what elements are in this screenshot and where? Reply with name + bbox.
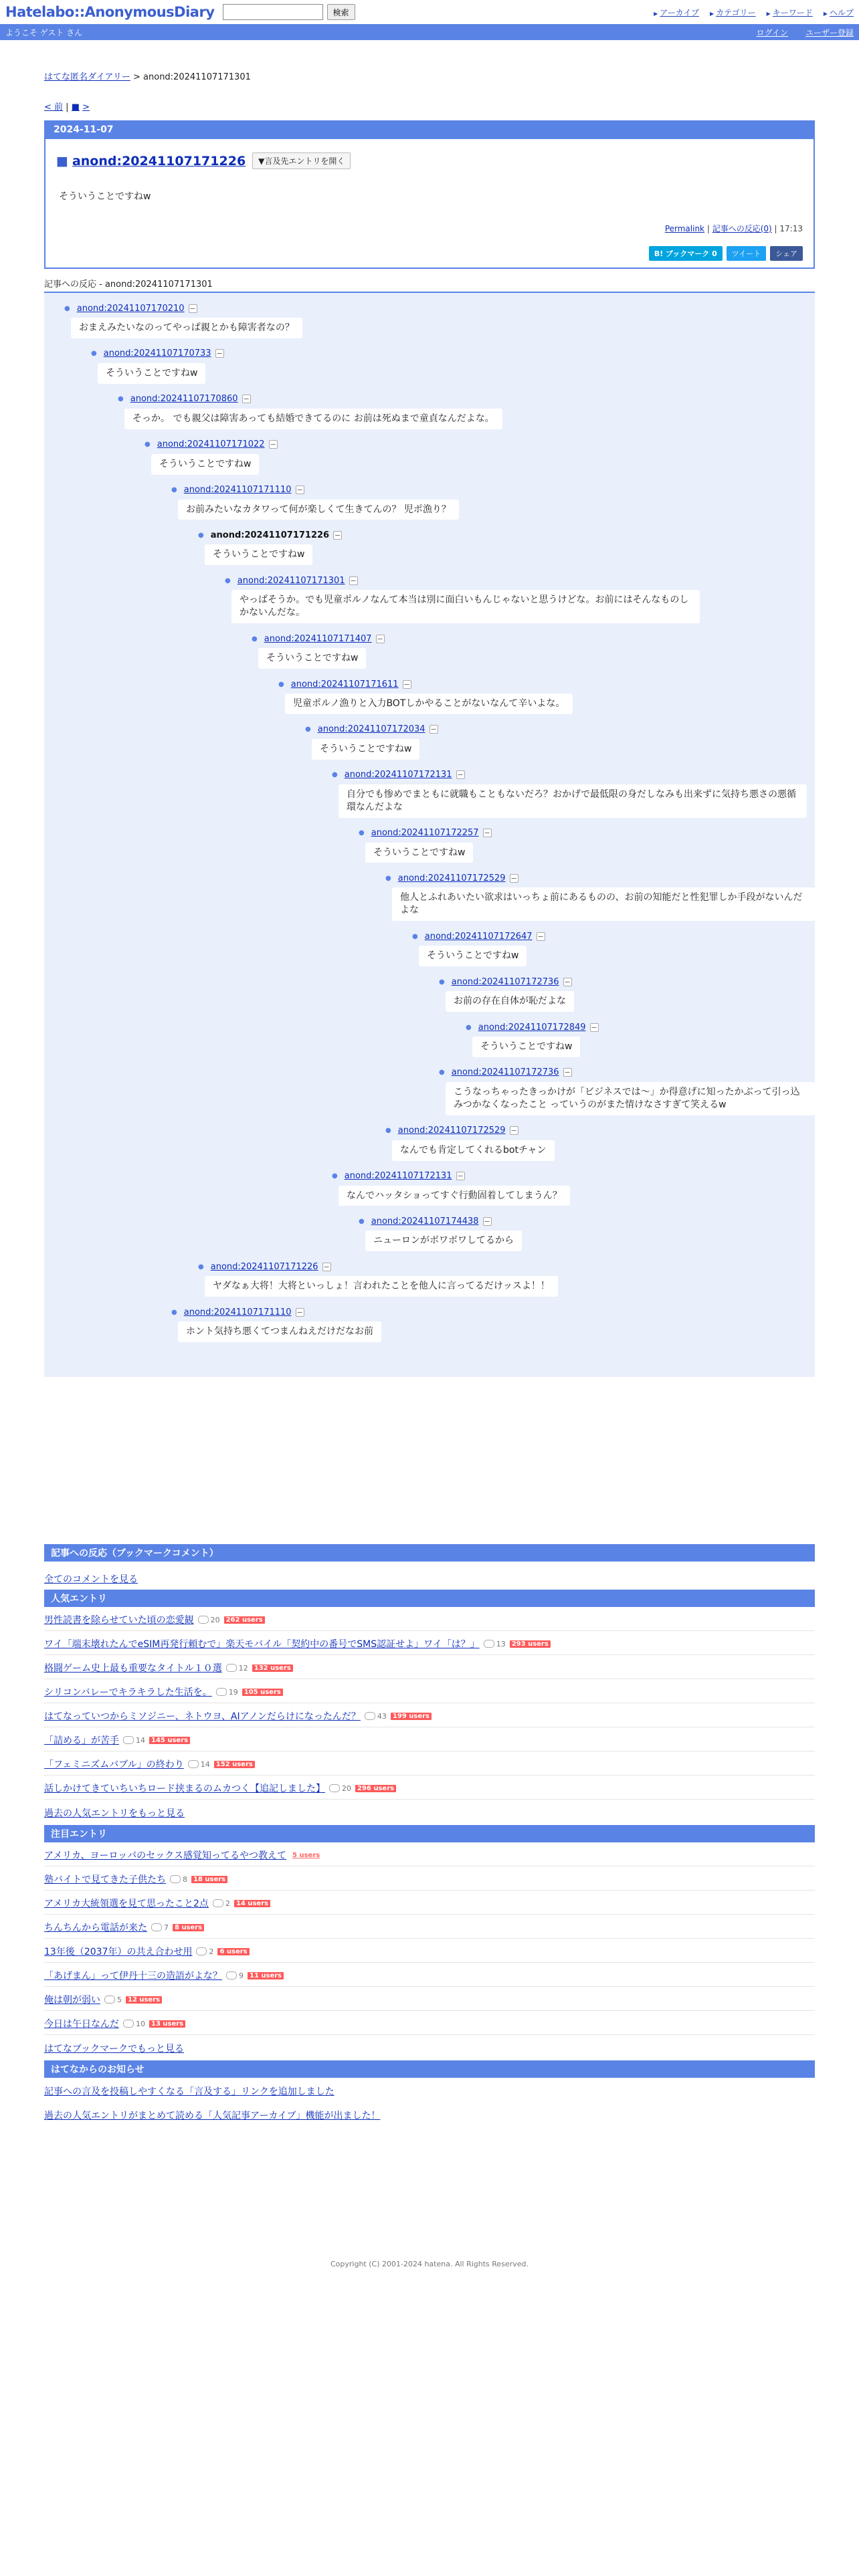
collapse-icon[interactable]: −: [564, 977, 571, 986]
comment-count: 8: [170, 1875, 187, 1884]
notable-more-link[interactable]: はてなブックマークでもっと見る: [44, 2044, 185, 2055]
ranking-item: [44, 1751, 815, 1776]
thread-node: [439, 1065, 815, 1123]
collapse-icon[interactable]: −: [334, 530, 341, 540]
entry-pager: [44, 100, 815, 112]
collapse-icon[interactable]: −: [270, 440, 276, 449]
notice-section-title: はてなからのお知らせ: [44, 2060, 815, 2078]
notable-list: [44, 1842, 815, 2035]
thread-entry-link[interactable]: anond:20241107172647: [424, 931, 533, 942]
entry-box: [44, 120, 815, 269]
site-logo[interactable]: Hatelabo::AnonymousDiary: [5, 4, 215, 20]
users-badge[interactable]: 6 users: [217, 1948, 249, 1955]
share-buttons: [56, 246, 803, 261]
search-input[interactable]: [223, 4, 323, 20]
thread-entry-link[interactable]: anond:20241107171407: [264, 633, 372, 644]
thread-node: [359, 826, 815, 871]
thread-entry-link[interactable]: anond:20241107172034: [317, 724, 425, 735]
collapse-icon[interactable]: −: [296, 1307, 303, 1317]
bullet-icon: ●: [145, 441, 151, 449]
reactions-link[interactable]: 記事への反応(0): [712, 224, 772, 233]
reaction-thread: [44, 293, 815, 1377]
thread-node: [385, 871, 815, 929]
welcome-text: ようこそ ゲスト さん: [5, 27, 83, 37]
thread-node: [118, 392, 815, 437]
users-badge[interactable]: 11 users: [248, 1972, 284, 1979]
collapse-icon[interactable]: −: [564, 1068, 571, 1077]
thread-comment: なんでハッタショってすぐ行動固着してしまうん？: [339, 1186, 570, 1206]
thread-node: [412, 929, 815, 974]
ranking-item: [44, 1631, 815, 1655]
ranking-item-link[interactable]: 「詰める」が苦手: [44, 1735, 119, 1747]
bullet-icon: ●: [439, 1069, 445, 1077]
bullet-icon: ●: [198, 1263, 204, 1271]
collapse-icon[interactable]: −: [377, 634, 383, 643]
users-badge[interactable]: 13 users: [149, 2020, 185, 2028]
notice-link[interactable]: 過去の人気エントリがまとめて読める「人気記事アーカイブ」機能が出ました！: [44, 2111, 381, 2122]
thread-entry-link: anond:20241107171226: [210, 530, 330, 540]
collapse-icon[interactable]: −: [537, 932, 544, 941]
entry-time: 17:13: [779, 224, 803, 233]
thread-comment: ニューロンがボワボワしてるから: [365, 1230, 522, 1251]
users-badge[interactable]: 152 users: [214, 1761, 255, 1768]
collapse-icon[interactable]: −: [350, 576, 357, 585]
bullet-icon: ●: [412, 932, 418, 940]
hatena-bookmark-button[interactable]: B! ブックマーク 0: [649, 246, 723, 261]
thread-comment: そういうことですねw: [419, 946, 527, 966]
popular-more-link[interactable]: 過去の人気エントリをもっと見る: [44, 1808, 185, 1820]
ranking-item-link[interactable]: 話しかけてきていちいちロード挟まるのムカつく【追記しました】: [44, 1784, 325, 1795]
ranking-item: [44, 1607, 815, 1631]
thread-comment: そういうことですねw: [365, 843, 473, 863]
users-badge[interactable]: 296 users: [355, 1785, 396, 1792]
collapse-icon[interactable]: −: [484, 829, 490, 838]
breadcrumb-current: anond:20241107171301: [143, 72, 251, 82]
thread-entry-link[interactable]: anond:20241107172849: [478, 1022, 586, 1033]
notable-section-title: 注目エントリ: [44, 1825, 815, 1842]
ranking-item: [44, 1842, 815, 1866]
collapse-icon[interactable]: −: [484, 1216, 490, 1226]
thread-node: [198, 528, 815, 573]
thread-entry-link[interactable]: anond:20241107171110: [183, 1307, 292, 1317]
thread-entry-link[interactable]: anond:20241107171022: [157, 439, 265, 450]
users-badge[interactable]: 145 users: [149, 1737, 190, 1744]
bullet-icon: ●: [385, 1127, 391, 1135]
comment-count: 20: [329, 1784, 351, 1793]
thread-comment: やっぱそうか。でも児童ポルノなんて本当は別に面白いもんじゃないと思うけどな。お前にはそんなものしかないんだな。: [231, 590, 700, 623]
nav-help[interactable]: ▶ ヘルプ: [824, 7, 854, 18]
all-comments-link[interactable]: 全てのコメントを見る: [44, 1574, 138, 1586]
comment-count: 20: [198, 1616, 220, 1624]
footer-separator-2: |: [774, 224, 777, 233]
collapse-icon[interactable]: −: [510, 1126, 517, 1136]
comment-count: 2: [196, 1947, 213, 1956]
notice-list: [44, 2078, 815, 2126]
ranking-item-link[interactable]: ワイ「端末壊れたんでeSIM再発行頼むで」楽天モバイル「契約中の番号でSMS認証せよ」ワイ「は？」: [44, 1639, 480, 1650]
users-badge[interactable]: 105 users: [242, 1689, 283, 1696]
bullet-icon: ●: [332, 1172, 338, 1180]
thread-comment: そういうことですねw: [98, 363, 205, 384]
login-link[interactable]: ログイン: [756, 27, 788, 37]
thread-node: [305, 722, 815, 768]
ranking-item: [44, 1703, 815, 1727]
thread-entry-link[interactable]: anond:20241107172736: [451, 1067, 559, 1078]
entry-date: 2024-11-07: [45, 122, 814, 139]
bullet-icon: ●: [359, 829, 365, 837]
thread-node: [385, 1123, 815, 1169]
comment-count: 7: [151, 1923, 169, 1932]
entry-text: そういうことですねw: [59, 191, 151, 202]
ranking-item-link[interactable]: 塾バイトで見てきた子供たち: [44, 1874, 166, 1886]
bullet-icon: ●: [64, 304, 70, 312]
top-link[interactable]: ■: [71, 102, 80, 112]
twitter-button[interactable]: ツイート: [727, 246, 766, 261]
entry-title: [56, 154, 246, 169]
breadcrumb-root[interactable]: はてな匿名ダイアリー: [44, 72, 130, 82]
thread-comment: そういうことですねw: [312, 739, 419, 760]
ranking-item-link[interactable]: シリコンバレーでキラキラした生活を。: [44, 1687, 212, 1699]
users-badge[interactable]: 293 users: [510, 1640, 551, 1648]
thread-entry-link[interactable]: anond:20241107170210: [76, 303, 185, 314]
facebook-button[interactable]: シェア: [770, 246, 803, 261]
ranking-item: [44, 1679, 815, 1703]
thread-comment: ヤダなぁ大将！大将といっしょ！言われたことを他人に言ってるだけッスよ！！: [205, 1276, 558, 1297]
register-link[interactable]: ユーザー登録: [805, 27, 854, 37]
notice-link[interactable]: 記事への言及を投稿しやすくなる「言及する」リンクを追加しました: [44, 2086, 335, 2098]
open-reference-button[interactable]: ▼言及先エントリを開く: [252, 152, 351, 169]
bullet-icon: ●: [305, 726, 311, 734]
breadcrumb: [44, 70, 815, 82]
thread-node: [171, 1305, 815, 1350]
thread-node: [171, 483, 815, 528]
comment-count: 2: [213, 1899, 230, 1908]
thread-comment: 他人とふれあいたい欲求はいっちょ前にあるものの、お前の知能だと性犯罪しか手段がないんだよな: [392, 887, 815, 921]
bullet-icon: ●: [332, 771, 338, 779]
popular-list: [44, 1607, 815, 1800]
collapse-icon[interactable]: −: [403, 679, 410, 689]
copyright: Copyright (C) 2001-2024 hatena. All Rights Reserved.: [330, 2260, 529, 2269]
bullet-icon: ●: [118, 395, 124, 403]
thread-comment: そういうことですねw: [205, 544, 312, 565]
ranking-item-link[interactable]: 男性読書を除らせていた頃の恋愛観: [44, 1615, 194, 1626]
users-badge[interactable]: 8 users: [173, 1924, 204, 1931]
ranking-item-link[interactable]: 今日は午日なんだ: [44, 2019, 119, 2030]
thread-entry-link[interactable]: anond:20241107172736: [451, 976, 559, 987]
thread-entry-link[interactable]: anond:20241107172257: [371, 828, 479, 839]
ranking-item: [44, 1987, 815, 2011]
comment-count: 43: [365, 1712, 387, 1721]
thread-comment: おまえみたいなのってやっぱ親とかも障害者なの？: [71, 318, 302, 338]
thread-comment: お前みたいなカタワって何が楽しくて生きてんの？ 児ポ漁り？: [178, 500, 459, 520]
prev-link[interactable]: < 前: [44, 102, 64, 112]
thread-comment: お前の存在自体が恥だよな: [446, 991, 574, 1012]
thread-node: [225, 573, 815, 631]
thread-node: [91, 346, 815, 392]
users-badge[interactable]: 199 users: [391, 1713, 432, 1720]
top-bar: [0, 0, 859, 24]
entry-footer: [56, 223, 803, 234]
ranking-item: [44, 2011, 815, 2035]
thread-comment: 児童ポルノ漁りと入力BOTしかやることがないなんて辛いよな。: [285, 693, 573, 714]
bullet-icon: ●: [91, 350, 97, 358]
thread-node: [145, 437, 815, 483]
thread-comment: こうなっちゃったきっかけが「ビジネスでは〜」か得意げに知ったかぶって引っ込みつかなくなったこと っていうのがまた情けなさすぎて笑えるw: [446, 1082, 815, 1115]
breadcrumb-separator: >: [132, 72, 140, 82]
next-link[interactable]: >: [82, 102, 90, 112]
ranking-item-link[interactable]: アメリカ、ヨーロッパのセックス感覚知ってるやつ教えて: [44, 1850, 287, 1862]
thread-node: [198, 1259, 815, 1305]
main-content: [44, 40, 815, 2268]
users-badge[interactable]: 18 users: [191, 1876, 227, 1883]
ranking-item: [44, 1655, 815, 1679]
bullet-icon: ●: [225, 576, 231, 584]
bullet-icon: ●: [439, 978, 445, 986]
collapse-icon[interactable]: −: [430, 725, 437, 734]
users-badge[interactable]: 14 users: [234, 1900, 270, 1907]
notice-item: [44, 2078, 815, 2102]
thread-node: [359, 1214, 815, 1259]
thread-entry-link[interactable]: anond:20241107171110: [183, 485, 292, 496]
bullet-icon: ●: [359, 1217, 365, 1225]
thread-comment: そういうことですねw: [472, 1037, 580, 1057]
reactions-heading: 記事への反応 - anond:20241107171301: [44, 277, 815, 293]
thread-node: [252, 631, 815, 677]
thread-entry-link[interactable]: anond:20241107170733: [103, 348, 211, 359]
bullet-icon: ●: [385, 874, 391, 882]
collapse-icon[interactable]: −: [216, 349, 223, 358]
thread-entry-link[interactable]: anond:20241107172131: [344, 770, 452, 780]
user-bar: [0, 24, 859, 40]
permalink[interactable]: Permalink: [664, 224, 704, 233]
notice-item: [44, 2102, 815, 2126]
thread-node: [332, 1169, 815, 1214]
comment-count: 14: [188, 1760, 210, 1769]
ranking-item-link[interactable]: 「フェミニズムバブル」の終わり: [44, 1759, 184, 1771]
thread-entry-link[interactable]: anond:20241107171226: [210, 1261, 318, 1272]
pager-separator: |: [66, 102, 69, 112]
ranking-item-link[interactable]: 「あげまん」って伊丹十三の造語がよな？: [44, 1971, 222, 1982]
top-nav: [654, 7, 854, 18]
nav-archive[interactable]: ▶ アーカイブ: [654, 7, 699, 18]
ranking-item: [44, 1963, 815, 1987]
thread-comment: そういうことですねw: [258, 648, 366, 669]
thread-comment: なんでも肯定してくれるbotチャン: [392, 1140, 555, 1161]
users-badge[interactable]: 132 users: [252, 1665, 293, 1672]
thread-entry-link[interactable]: anond:20241107172529: [397, 1125, 506, 1136]
collapse-icon[interactable]: −: [323, 1262, 330, 1271]
bullet-icon: ●: [171, 486, 177, 494]
bullet-icon: ●: [466, 1023, 472, 1031]
comment-count: 9: [226, 1971, 244, 1980]
collapse-icon[interactable]: −: [510, 873, 517, 883]
thread-entry-link[interactable]: anond:20241107172131: [344, 1171, 452, 1182]
collapse-icon[interactable]: −: [243, 395, 250, 404]
entry-square-icon: ■: [56, 153, 68, 169]
ranking-item: [44, 1891, 815, 1915]
ranking-item-link[interactable]: 格闘ゲーム史上最も重要なタイトル１０選: [44, 1663, 222, 1675]
nav-category[interactable]: ▶ カテゴリー: [710, 7, 756, 18]
collapse-icon[interactable]: −: [457, 1172, 464, 1181]
collapse-icon[interactable]: −: [189, 304, 196, 313]
thread-comment: そういうことですねw: [151, 454, 259, 475]
thread-entry-link[interactable]: anond:20241107174438: [371, 1216, 479, 1226]
bullet-icon: ●: [198, 531, 204, 539]
ranking-item-link[interactable]: 俺は朝が弱い: [44, 1995, 100, 2006]
thread-comment: ホント気持ち悪くてつまんねえだけだなお前: [178, 1321, 381, 1342]
bullet-icon: ●: [252, 635, 258, 643]
collapse-icon[interactable]: −: [457, 770, 464, 780]
thread-node: [64, 301, 815, 346]
thread-comment: 自分でも惨めでまともに就職もこともないだろ？おかげで最低限の身だしなみも出来ずに気持ち悪さの悪循環なんだよな: [339, 784, 807, 818]
comment-count: 5: [104, 1996, 122, 2004]
thread-entry-link[interactable]: anond:20241107172529: [397, 873, 506, 883]
ranking-item: [44, 1866, 815, 1891]
collapse-icon[interactable]: −: [591, 1023, 597, 1032]
thread-entry-link[interactable]: anond:20241107171611: [290, 679, 399, 689]
ranking-item-link[interactable]: アメリカ大統領選を見て思ったこと2点: [44, 1899, 209, 1910]
popular-section-title: 人気エントリ: [44, 1590, 815, 1607]
ranking-item-link[interactable]: 13年後（2037年）の共え合わせ用: [44, 1947, 193, 1958]
entry-title-link[interactable]: anond:20241107171226: [72, 153, 246, 169]
users-badge[interactable]: 262 users: [224, 1616, 265, 1624]
comment-count: 10: [123, 2020, 145, 2028]
comment-count: 13: [484, 1640, 506, 1648]
thread-entry-link[interactable]: anond:20241107170860: [130, 394, 238, 405]
comment-count: 12: [226, 1664, 248, 1673]
ranking-item: [44, 1915, 815, 1939]
users-badge[interactable]: 5 users: [292, 1851, 320, 1859]
collapse-icon[interactable]: −: [296, 486, 303, 495]
bookmark-section-title: 記事への反応（ブックマークコメント）: [44, 1544, 815, 1562]
thread-node: [439, 974, 815, 1020]
ranking-item-link[interactable]: はてなっていつからミソジニー、ネトウヨ、AIアノンだらけになったんだ？: [44, 1711, 361, 1723]
users-badge[interactable]: 12 users: [126, 1996, 162, 2004]
ranking-item-link[interactable]: ちんちんから電話が来た: [44, 1923, 147, 1934]
ranking-item: [44, 1776, 815, 1800]
comment-count: 19: [216, 1688, 238, 1697]
ranking-item: [44, 1727, 815, 1751]
footer-separator-1: |: [706, 224, 710, 233]
nav-keyword[interactable]: ▶ キーワード: [767, 7, 813, 18]
ranking-item: [44, 1939, 815, 1963]
bullet-icon: ●: [278, 680, 284, 688]
thread-comment: そっか。 でも親父は障害あっても結婚できてるのに お前は死ぬまで童貞なんだよな。: [124, 409, 502, 429]
comment-count: 14: [123, 1736, 145, 1745]
thread-node: [332, 768, 815, 826]
thread-node: [278, 677, 815, 722]
thread-entry-link[interactable]: anond:20241107171301: [237, 575, 345, 586]
thread-node: [466, 1020, 815, 1065]
search-button[interactable]: 検索: [327, 4, 355, 20]
bullet-icon: ●: [171, 1308, 177, 1316]
